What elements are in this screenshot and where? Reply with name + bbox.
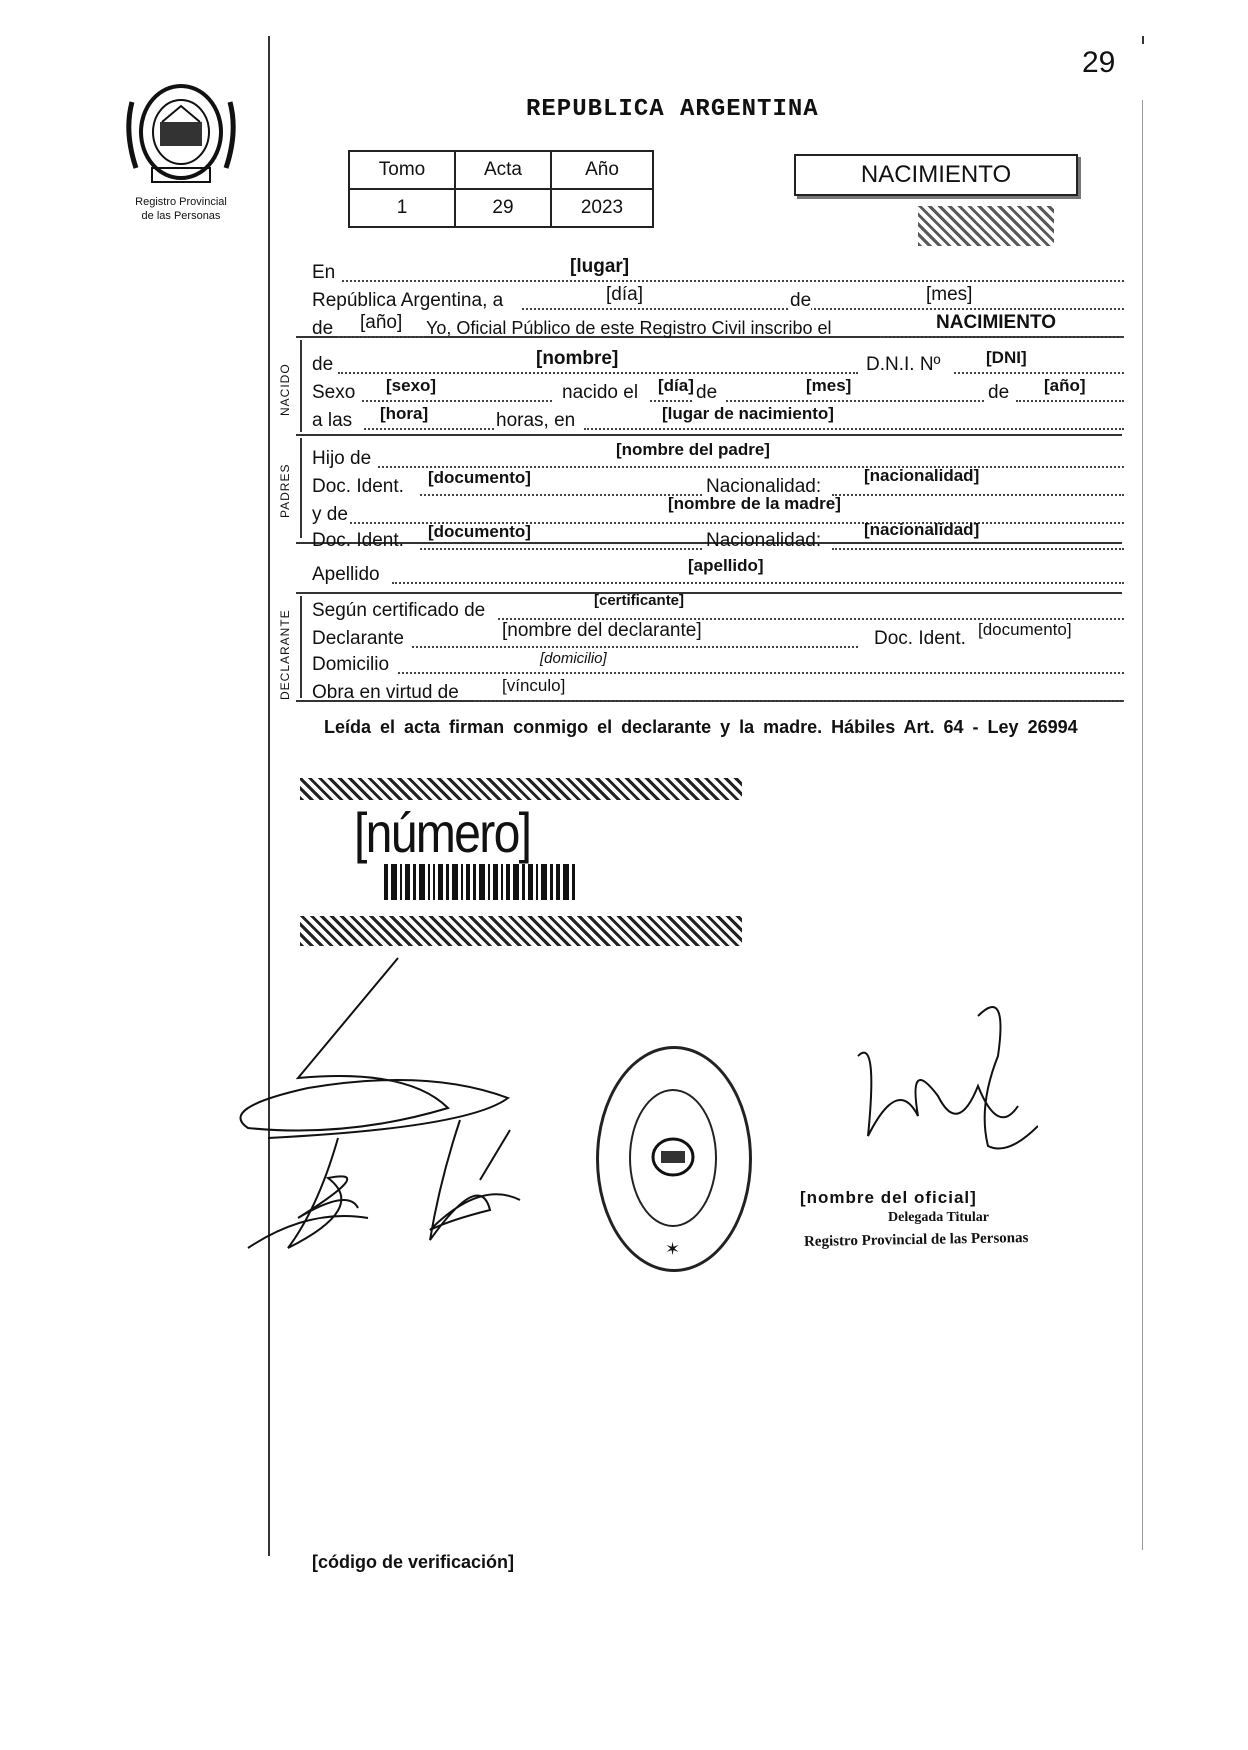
republica-dots bbox=[522, 308, 1124, 310]
mother-name: [nombre de la madre] bbox=[668, 494, 841, 513]
obra-label: Obra en virtud de bbox=[312, 682, 459, 703]
apellido-value: [apellido] bbox=[688, 556, 764, 575]
official-title: Delegada Titular bbox=[888, 1210, 989, 1225]
declarante-value: [nombre del declarante] bbox=[502, 620, 702, 641]
apellido-label: Apellido bbox=[312, 564, 380, 585]
right-margin-line bbox=[1142, 36, 1144, 44]
en-value: [lugar] bbox=[570, 256, 630, 277]
acta-header: Acta bbox=[455, 151, 551, 189]
apellido-dots bbox=[392, 582, 1124, 584]
en-label: En bbox=[312, 262, 336, 283]
birth-de-1: de bbox=[696, 382, 718, 403]
time-dots bbox=[364, 428, 494, 430]
doc2-label: Doc. Ident. bbox=[312, 530, 404, 551]
acta-value: 29 bbox=[455, 189, 551, 227]
record-type-box: NACIMIENTO bbox=[794, 154, 1078, 196]
mother-nat: [nacionalidad] bbox=[864, 520, 980, 539]
cert-value: [certificante] bbox=[594, 592, 685, 609]
nacido-side-label: NACIDO bbox=[278, 363, 292, 416]
barcode-number: [número] bbox=[354, 801, 531, 864]
year-dots bbox=[338, 336, 424, 338]
domicilio-label: Domicilio bbox=[312, 654, 390, 675]
birth-month-dots bbox=[726, 400, 984, 402]
year-value: [año] bbox=[360, 312, 403, 333]
closing-text: Leída el acta firman conmigo el declarante y la madre. Hábiles Art. 64 - Ley 26994 bbox=[324, 717, 1078, 737]
seal-emblem-icon bbox=[649, 1137, 697, 1177]
record-table bbox=[348, 150, 654, 228]
father-name: [nombre del padre] bbox=[616, 440, 770, 459]
official-office: Registro Provincial de las Personas bbox=[803, 1230, 1029, 1250]
doc1-label: Doc. Ident. bbox=[312, 476, 404, 497]
month-de-label: de bbox=[790, 290, 812, 311]
section-divider-2 bbox=[296, 434, 1122, 436]
father-doc-dots bbox=[420, 494, 702, 496]
name-label: de bbox=[312, 354, 334, 375]
page-number: 29 bbox=[1082, 46, 1116, 79]
father-doc: [documento] bbox=[428, 468, 531, 487]
birth-place: [lugar de nacimiento] bbox=[662, 404, 834, 423]
tomo-value: 1 bbox=[349, 189, 455, 227]
nacido-el-label: nacido el bbox=[562, 382, 639, 403]
barcode bbox=[384, 864, 624, 900]
document-title: REPUBLICA ARGENTINA bbox=[526, 96, 819, 123]
tomo-header: Tomo bbox=[349, 151, 455, 189]
left-margin-line bbox=[268, 36, 270, 1556]
padres-side-label: PADRES bbox=[278, 463, 292, 518]
province-logo bbox=[122, 82, 240, 190]
declarante-doc: [documento] bbox=[978, 620, 1072, 639]
year-prefix: de bbox=[312, 318, 334, 339]
security-band-bottom bbox=[300, 916, 742, 946]
section-divider-4 bbox=[296, 592, 1122, 594]
mother-doc-dots bbox=[420, 548, 702, 550]
birth-place-dots bbox=[584, 428, 1124, 430]
obra-value: [vínculo] bbox=[502, 676, 566, 695]
domicilio-value: [domicilio] bbox=[540, 650, 607, 667]
anio-header: Año bbox=[551, 151, 653, 189]
logo-caption-2: de las Personas bbox=[141, 210, 221, 222]
child-dni: [DNI] bbox=[986, 348, 1027, 367]
dni-dots bbox=[954, 372, 1124, 374]
domicilio-dots bbox=[398, 672, 1124, 674]
mother-doc: [documento] bbox=[428, 522, 531, 541]
cert-label: Según certificado de bbox=[312, 600, 486, 621]
birth-month: [mes] bbox=[806, 376, 852, 395]
hijo-label: Hijo de bbox=[312, 448, 372, 469]
inscribo-text: Yo, Oficial Público de este Registro Civil inscribo el bbox=[426, 318, 832, 338]
en-dots bbox=[342, 280, 1124, 282]
official-signature bbox=[838, 996, 1038, 1186]
official-seal bbox=[596, 1046, 752, 1272]
shield-emblem-icon bbox=[122, 82, 240, 190]
birth-day: [día] bbox=[658, 376, 694, 395]
birth-year-dots bbox=[1016, 400, 1124, 402]
declarante-dots bbox=[412, 646, 858, 648]
inscribo-dots bbox=[880, 336, 1124, 338]
verification-hash: [código de verificación] bbox=[312, 1552, 515, 1572]
yde-label: y de bbox=[312, 504, 348, 525]
sexo-label: Sexo bbox=[312, 382, 356, 403]
mother-nat-dots bbox=[832, 548, 1124, 550]
doc3-label: Doc. Ident. bbox=[874, 628, 966, 649]
security-stamp bbox=[918, 206, 1054, 246]
day-words: [día] bbox=[606, 284, 643, 305]
nac2-label: Nacionalidad: bbox=[706, 530, 822, 551]
right-margin-line-lower bbox=[1142, 100, 1143, 1550]
child-name: [nombre] bbox=[536, 348, 619, 369]
security-band-top bbox=[300, 778, 742, 800]
alas-label: a las bbox=[312, 410, 353, 431]
father-nat-dots bbox=[832, 494, 1124, 496]
birth-year: [año] bbox=[1044, 376, 1086, 395]
declarante-bracket bbox=[300, 596, 302, 698]
name-dots bbox=[338, 372, 858, 374]
declarante-label: Declarante bbox=[312, 628, 404, 649]
month-value: [mes] bbox=[926, 284, 973, 305]
sexo-dots bbox=[362, 400, 552, 402]
father-nat: [nacionalidad] bbox=[864, 466, 980, 485]
birth-de-2: de bbox=[988, 382, 1010, 403]
sexo-value: [sexo] bbox=[386, 376, 437, 395]
birth-time: [hora] bbox=[380, 404, 429, 423]
birth-day-dots bbox=[650, 400, 692, 402]
republica-label: República Argentina, a bbox=[312, 290, 504, 311]
mother-signature bbox=[410, 1100, 540, 1260]
obra-dots bbox=[474, 700, 1124, 702]
seal-star-icon: ✶ bbox=[665, 1239, 681, 1259]
inscribo-value: NACIMIENTO bbox=[936, 312, 1056, 333]
dni-label: D.N.I. Nº bbox=[866, 354, 941, 375]
horas-en-label: horas, en bbox=[496, 410, 576, 431]
padres-bracket bbox=[300, 438, 302, 538]
nac1-label: Nacionalidad: bbox=[706, 476, 822, 497]
declarante-side-label: DECLARANTE bbox=[278, 609, 292, 700]
official-name: [nombre del oficial] bbox=[800, 1188, 977, 1207]
logo-caption-1: Registro Provincial bbox=[135, 196, 227, 208]
nacido-bracket bbox=[300, 340, 302, 432]
anio-value: 2023 bbox=[551, 189, 653, 227]
